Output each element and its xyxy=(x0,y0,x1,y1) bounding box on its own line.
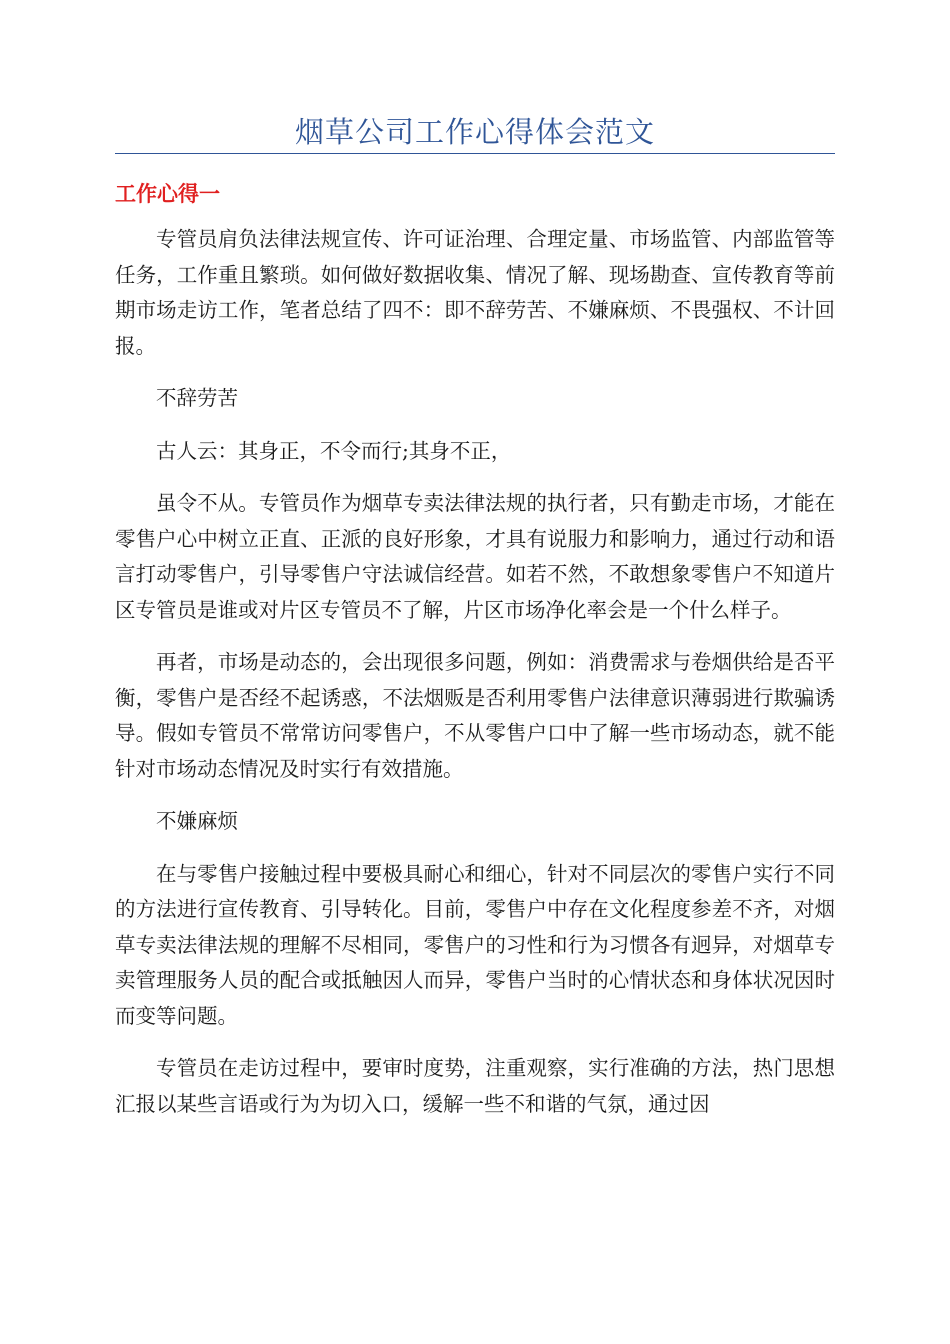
paragraph: 古人云：其身正，不令而行;其身不正， xyxy=(156,438,512,463)
paragraph: 专管员肩负法律法规宣传、许可证治理、合理定量、市场监管、内部监管等任务，工作重且繁琐。如何做好数据收集、情况了解、现场勘查、宣传教育等前期市场走访工作，笔者总结了四不：即不辞劳苦、不嫌麻烦、不畏强权、不计回报。 xyxy=(115,227,835,358)
paragraph: 再者，市场是动态的，会出现很多问题，例如：消费需求与卷烟供给是否平衡，零售户是否经不起诱惑，不法烟贩是否利用零售户法律意识薄弱进行欺骗诱导。假如专管员不常常访问零售户，不从零售户口中了解一些市场动态，就不能针对市场动态情况及时实行有效措施。 xyxy=(115,650,835,781)
subheading: 不嫌麻烦 xyxy=(156,809,238,833)
title-underline xyxy=(115,153,835,154)
paragraph: 在与零售户接触过程中要极具耐心和细心，针对不同层次的零售户实行不同的方法进行宣传教育、引导转化。目前，零售户中存在文化程度参差不齐，对烟草专卖法律法规的理解不尽相同，零售户的习性和行为习惯各有迥异，对烟草专卖管理服务人员的配合或抵触因人而异，零售户当时的心情状态和身体状况因时而变等问题。 xyxy=(115,861,835,1028)
body-text xyxy=(115,222,835,1139)
paragraph: 专管员在走访过程中，要审时度势，注重观察，实行准确的方法，热门思想汇报以某些言语或行为为切入口，缓解一些不和谐的气氛，通过因 xyxy=(115,1056,835,1116)
document-title: 烟草公司工作心得体会范文 xyxy=(294,115,655,149)
subheading: 不辞劳苦 xyxy=(156,386,238,410)
paragraph: 虽令不从。专管员作为烟草专卖法律法规的执行者，只有勤走市场，才能在零售户心中树立正直、正派的良好形象，才具有说服力和影响力，通过行动和语言打动零售户，引导零售户守法诚信经营。如若不然，不敢想象零售户不知道片区专管员是谁或对片区专管员不了解，片区市场净化率会是一个什么样子。 xyxy=(115,491,835,622)
section-heading: 工作心得一 xyxy=(115,182,220,206)
